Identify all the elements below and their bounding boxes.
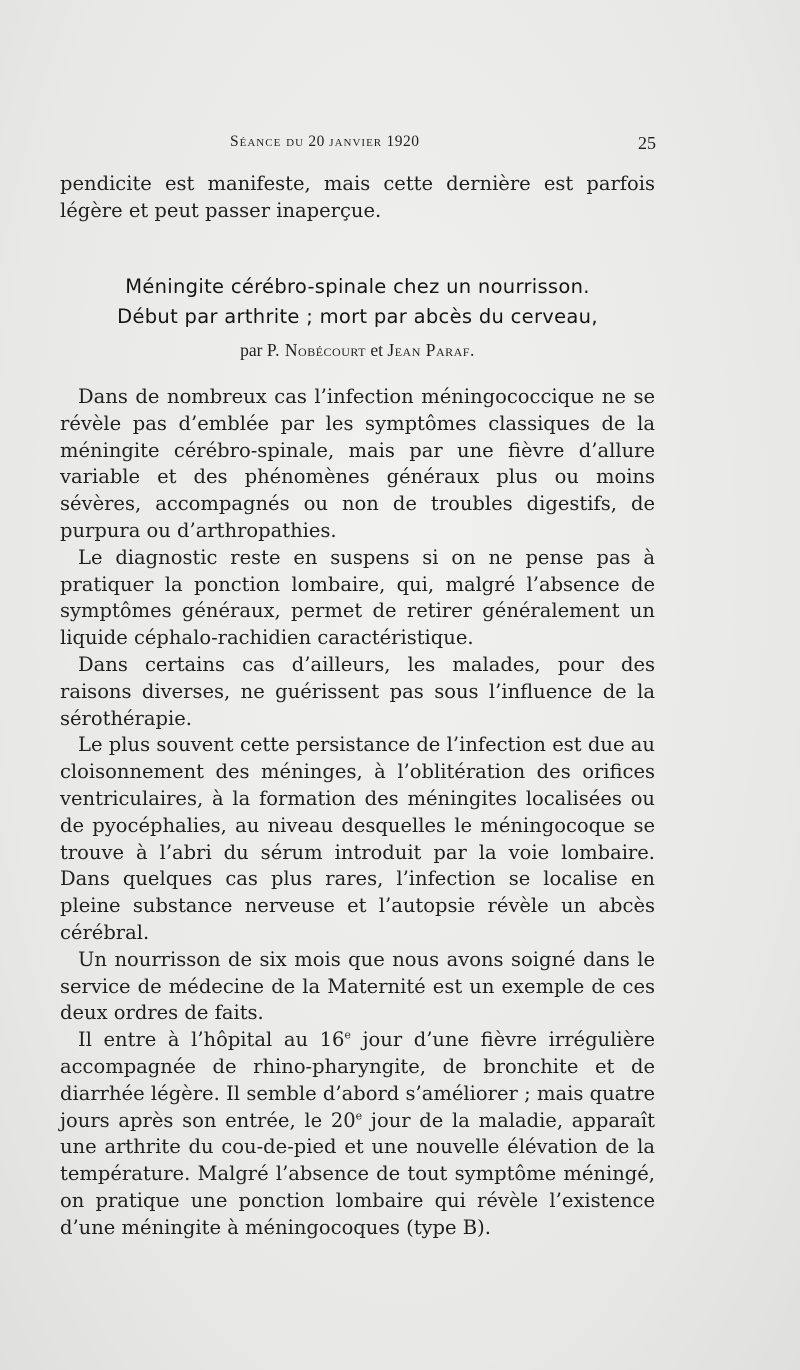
paragraph: Le diagnostic reste en suspens si on ne pense pas à pratiquer la ponction lombaire, qui, malgré l’absence de symptômes généraux, permet de retirer généralement un liquide céphalo-rachidien caractéristique. xyxy=(60,545,655,650)
byline xyxy=(60,338,655,362)
article-title-block xyxy=(60,272,655,362)
article-title-line-1: Méningite cérébro-spinale chez un nourrisson. xyxy=(125,275,590,298)
intro-text xyxy=(60,171,655,225)
article-body xyxy=(60,384,655,1242)
superscript-e: e xyxy=(344,1028,351,1042)
running-head-day: 20 xyxy=(308,133,325,150)
byline-par: par xyxy=(240,340,263,360)
running-head-year: 1920 xyxy=(386,133,420,150)
paragraph: Le plus souvent cette persistance de l’infection est due au cloisonnement des méninges, à l’oblitération des orifices ventriculaires, à la formation des méningites localisées ou de pyocéphalies, au niveau desquelles le méningocoque se trouve à l’abri du sérum introduit par la voie lombaire. Dans quelques cas plus rares, l’infection se localise en pleine substance nerveuse et l’autopsie révèle un abcès cérébral. xyxy=(60,733,655,944)
paragraph: Dans de nombreux cas l’infection méningococcique ne se révèle pas d’emblée par les symptômes classiques de la méningite cérébro-spinale, mais par une fièvre d’allure variable et des phénomènes généraux plus ou moins sévères, accompagnés ou non de troubles digestifs, de purpura ou d’arthropathies. xyxy=(60,385,655,542)
running-head-month: janvier xyxy=(329,133,383,150)
author-1: P. Nobécourt xyxy=(266,340,366,360)
author-2: Jean Paraf. xyxy=(387,340,475,360)
paragraph-case xyxy=(60,1027,655,1241)
running-head xyxy=(230,133,420,151)
intro-paragraph: pendicite est manifeste, mais cette dernière est parfois légère et peut passer inaperçue. xyxy=(60,172,655,222)
article-title-line-2: Début par arthrite ; mort par abcès du cerveau, xyxy=(117,305,598,328)
page-number: 25 xyxy=(638,133,656,153)
running-head-prefix: Séance du xyxy=(230,133,305,150)
paragraph: Dans certains cas d’ailleurs, les malades, pour des raisons diverses, ne guérissent pas sous l’influence de la sérothérapie. xyxy=(60,652,655,730)
paragraph: Un nourrisson de six mois que nous avons soigné dans le service de médecine de la Maternité est un exemple de ces deux ordres de faits. xyxy=(60,947,655,1025)
superscript-e: e xyxy=(355,1109,363,1123)
case-text-2: jour d’une fièvre irrégulière accompagnée de rhino-pharyngite, de bronchite et de diarrhée légère. Il semble d’abord s’améliorer ; mais quatre jours après son entrée, le 20 xyxy=(60,1028,655,1132)
page-header xyxy=(60,133,660,159)
byline-et: et xyxy=(370,340,384,360)
case-text-3: jour de la maladie, apparaît une arthrite du cou-de-pied et une nouvelle élévation de la température. Malgré l’absence de tout symptôme méningé, on pratique une ponction lombaire qui révèle l’existence d’une méningite à méningocoques (type B). xyxy=(60,1108,655,1239)
case-text-1: Il entre à l’hôpital au 16 xyxy=(78,1028,345,1052)
